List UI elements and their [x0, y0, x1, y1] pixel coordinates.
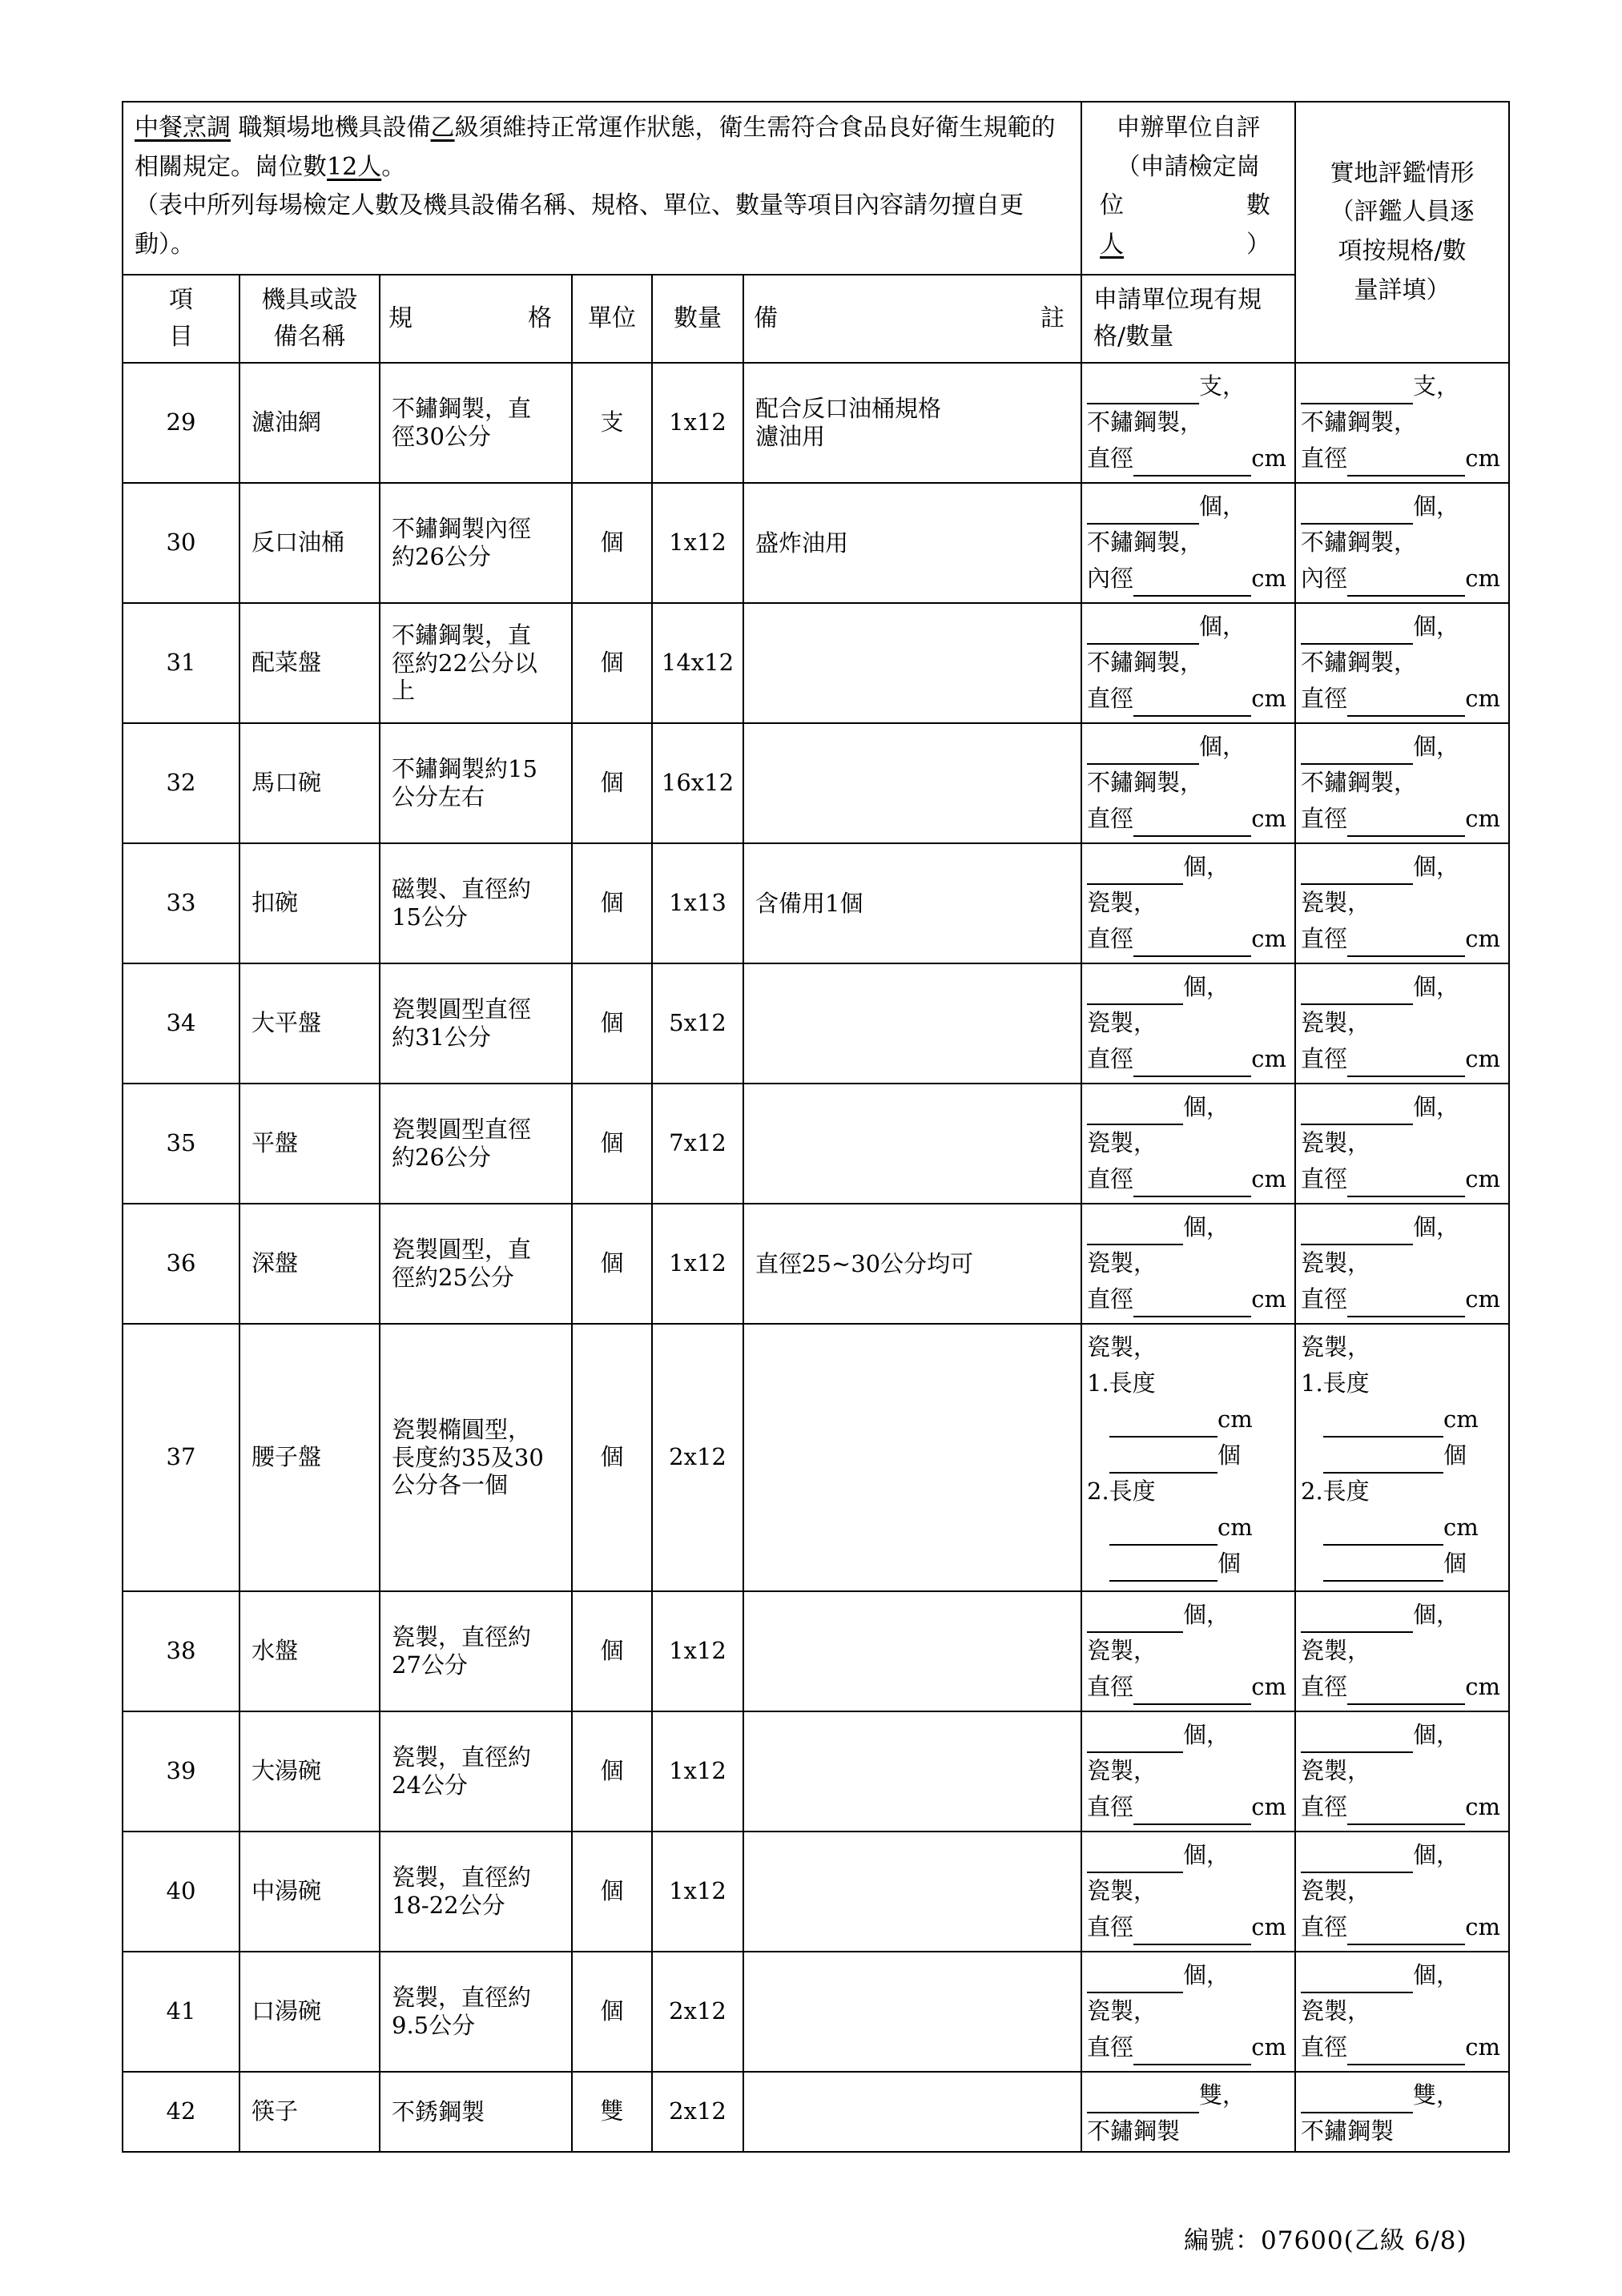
- self-fill[interactable]: 個， 不鏽鋼製， 內徑 cm: [1081, 483, 1295, 603]
- quantity: 1x12: [652, 1832, 743, 1952]
- equipment-name: 反口油桶: [239, 483, 380, 603]
- equipment-name: 腰子盤: [239, 1324, 380, 1591]
- remark: [743, 1591, 1081, 1711]
- site-fill[interactable]: 個， 瓷製， 直徑 cm: [1295, 1204, 1509, 1324]
- equipment-name: 扣碗: [239, 843, 380, 963]
- remark: [743, 603, 1081, 723]
- length-1-blank[interactable]: [1323, 1412, 1443, 1438]
- self-fill[interactable]: 雙， 不鏽鋼製: [1081, 2072, 1295, 2152]
- self-fill[interactable]: 個， 瓷製， 直徑 cm: [1081, 1952, 1295, 2072]
- dimension-blank[interactable]: [1133, 691, 1251, 717]
- unit: 個: [572, 1204, 652, 1324]
- table-row: [123, 1711, 1509, 1832]
- dimension-blank[interactable]: [1347, 691, 1465, 717]
- table-row: [123, 843, 1509, 963]
- remark: [743, 2072, 1081, 2152]
- site-fill[interactable]: 個， 瓷製， 直徑 cm: [1295, 1832, 1509, 1952]
- specification: 不鏽鋼製，直 徑約22公分以 上: [380, 603, 572, 723]
- table-row: [123, 483, 1509, 603]
- remark: [743, 723, 1081, 843]
- specification: 磁製、直徑約 15公分: [380, 843, 572, 963]
- dimension-blank[interactable]: [1133, 2040, 1251, 2065]
- remark: [743, 1832, 1081, 1952]
- quantity-blank[interactable]: [1087, 499, 1199, 525]
- self-fill[interactable]: 個， 瓷製， 直徑 cm: [1081, 1084, 1295, 1204]
- col-current-spec: 申請單位現有規 格/數量: [1081, 275, 1295, 363]
- quantity-blank[interactable]: [1301, 2088, 1413, 2113]
- specification: 瓷製圓型，直 徑約25公分: [380, 1204, 572, 1324]
- dimension-blank[interactable]: [1133, 811, 1251, 837]
- equipment-name: 馬口碗: [239, 723, 380, 843]
- dimension-blank[interactable]: [1347, 931, 1465, 957]
- quantity: 1x13: [652, 843, 743, 963]
- header-note: （表中所列每場檢定人數及機具設備名稱、規格、單位、數量等項目內容請勿擅自更動）。: [135, 191, 1024, 259]
- quantity-blank[interactable]: [1301, 1100, 1413, 1125]
- quantity: 2x12: [652, 2072, 743, 2152]
- self-evaluation-header: 申辦單位自評 （申請檢定崗 位 數 人 ）: [1081, 102, 1295, 275]
- specification: 瓷製，直徑約 27公分: [380, 1591, 572, 1711]
- dimension-blank[interactable]: [1347, 1679, 1465, 1705]
- self-fill[interactable]: 個， 瓷製， 直徑 cm: [1081, 1591, 1295, 1711]
- item-number: 35: [123, 1084, 239, 1204]
- table-row: [123, 363, 1509, 483]
- dimension-blank[interactable]: [1347, 1172, 1465, 1197]
- dimension-blank[interactable]: [1133, 1292, 1251, 1317]
- specification: 瓷製橢圓型， 長度約35及30 公分各一個: [380, 1324, 572, 1591]
- item-number: 32: [123, 723, 239, 843]
- quantity-blank[interactable]: [1087, 739, 1199, 765]
- count-1-blank[interactable]: [1109, 1448, 1218, 1474]
- remark: 配合反口油桶規格 濾油用: [743, 363, 1081, 483]
- remark: [743, 1952, 1081, 2072]
- self-fill[interactable]: 個， 瓷製， 直徑 cm: [1081, 1832, 1295, 1952]
- dimension-blank[interactable]: [1133, 1172, 1251, 1197]
- dimension-blank[interactable]: [1347, 811, 1465, 837]
- quantity: 2x12: [652, 1324, 743, 1591]
- col-name: 機具或設 備名稱: [239, 275, 380, 363]
- item-number: 41: [123, 1952, 239, 2072]
- quantity-blank[interactable]: [1301, 979, 1413, 1005]
- site-fill[interactable]: 個， 不鏽鋼製， 直徑 cm: [1295, 603, 1509, 723]
- unit: 個: [572, 1832, 652, 1952]
- quantity: 14x12: [652, 603, 743, 723]
- quantity-blank[interactable]: [1087, 859, 1183, 885]
- self-fill[interactable]: 個， 不鏽鋼製， 直徑 cm: [1081, 603, 1295, 723]
- equipment-name: 中湯碗: [239, 1832, 380, 1952]
- unit: 個: [572, 1591, 652, 1711]
- table-row: [123, 1084, 1509, 1204]
- table-row: [123, 1832, 1509, 1952]
- remark: [743, 1324, 1081, 1591]
- table-row: [123, 963, 1509, 1084]
- quantity: 1x12: [652, 1711, 743, 1832]
- unit: 個: [572, 603, 652, 723]
- form-code: 編號：07600(乙級 6/8): [1184, 2226, 1467, 2255]
- quantity-blank[interactable]: [1087, 619, 1199, 645]
- site-fill[interactable]: 個， 不鏽鋼製， 內徑 cm: [1295, 483, 1509, 603]
- quantity-blank[interactable]: [1301, 1607, 1413, 1633]
- unit: 個: [572, 963, 652, 1084]
- equipment-name: 大湯碗: [239, 1711, 380, 1832]
- site-fill[interactable]: 個， 瓷製， 直徑 cm: [1295, 1591, 1509, 1711]
- unit: 個: [572, 1084, 652, 1204]
- dimension-blank[interactable]: [1347, 1292, 1465, 1317]
- count-1-blank[interactable]: [1323, 1448, 1443, 1474]
- self-fill[interactable]: 個， 瓷製， 直徑 cm: [1081, 1204, 1295, 1324]
- positions-count: 12人: [327, 152, 382, 181]
- col-unit: 單位: [572, 275, 652, 363]
- quantity: 1x12: [652, 1204, 743, 1324]
- unit: 個: [572, 723, 652, 843]
- self-fill[interactable]: 個， 瓷製， 直徑 cm: [1081, 963, 1295, 1084]
- specification: 瓷製，直徑約 24公分: [380, 1711, 572, 1832]
- item-number: 36: [123, 1204, 239, 1324]
- dimension-blank[interactable]: [1347, 2040, 1465, 2065]
- site-fill[interactable]: 個， 不鏽鋼製， 直徑 cm: [1295, 723, 1509, 843]
- dimension-blank[interactable]: [1133, 1920, 1251, 1945]
- col-spec: 規 格: [380, 275, 572, 363]
- dimension-blank[interactable]: [1347, 1051, 1465, 1077]
- table-row: [123, 1324, 1509, 1591]
- quantity-blank[interactable]: [1301, 379, 1413, 404]
- header-row: [123, 102, 1509, 275]
- quantity-blank[interactable]: [1301, 739, 1413, 765]
- quantity-blank[interactable]: [1087, 1968, 1183, 1993]
- length-1-blank[interactable]: [1109, 1412, 1218, 1438]
- equipment-name: 濾油網: [239, 363, 380, 483]
- dimension-blank[interactable]: [1133, 451, 1251, 476]
- unit: 個: [572, 1952, 652, 2072]
- quantity: 16x12: [652, 723, 743, 843]
- dimension-blank[interactable]: [1133, 1051, 1251, 1077]
- quantity-blank[interactable]: [1087, 1607, 1183, 1633]
- quantity: 7x12: [652, 1084, 743, 1204]
- item-number: 40: [123, 1832, 239, 1952]
- equipment-name: 大平盤: [239, 963, 380, 1084]
- dimension-blank[interactable]: [1347, 1799, 1465, 1825]
- specification: 不鏽鋼製約15 公分左右: [380, 723, 572, 843]
- remark: 含備用1個: [743, 843, 1081, 963]
- equipment-name: 配菜盤: [239, 603, 380, 723]
- table-row: [123, 1952, 1509, 2072]
- dimension-blank[interactable]: [1133, 1679, 1251, 1705]
- quantity-blank[interactable]: [1087, 1848, 1183, 1873]
- table-row: [123, 1591, 1509, 1711]
- item-number: 31: [123, 603, 239, 723]
- item-number: 38: [123, 1591, 239, 1711]
- remark: 直徑25~30公分均可: [743, 1204, 1081, 1324]
- unit: 雙: [572, 2072, 652, 2152]
- quantity-blank[interactable]: [1087, 1727, 1183, 1753]
- quantity-blank[interactable]: [1087, 1220, 1183, 1245]
- unit: 個: [572, 483, 652, 603]
- quantity: 2x12: [652, 1952, 743, 2072]
- specification: 不鏽鋼製內徑 約26公分: [380, 483, 572, 603]
- quantity-blank[interactable]: [1301, 1848, 1413, 1873]
- unit: 支: [572, 363, 652, 483]
- specification: 不鏽鋼製，直 徑30公分: [380, 363, 572, 483]
- quantity-blank[interactable]: [1301, 859, 1413, 885]
- header-description: [123, 102, 1081, 275]
- equipment-name: 筷子: [239, 2072, 380, 2152]
- length-2-blank[interactable]: [1323, 1520, 1443, 1546]
- quantity: 5x12: [652, 963, 743, 1084]
- site-fill[interactable]: 瓷製， 1.長度 cm 個 2.長度 cm 個: [1295, 1324, 1509, 1591]
- item-number: 30: [123, 483, 239, 603]
- self-fill[interactable]: 個， 不鏽鋼製， 直徑 cm: [1081, 723, 1295, 843]
- item-number: 37: [123, 1324, 239, 1591]
- site-fill[interactable]: 個， 瓷製， 直徑 cm: [1295, 843, 1509, 963]
- specification: 瓷製圓型直徑 約26公分: [380, 1084, 572, 1204]
- col-qty: 數量: [652, 275, 743, 363]
- count-2-blank[interactable]: [1323, 1556, 1443, 1582]
- quantity-blank[interactable]: [1087, 2088, 1199, 2113]
- count-2-blank[interactable]: [1109, 1556, 1218, 1582]
- self-fill[interactable]: 個， 瓷製， 直徑 cm: [1081, 843, 1295, 963]
- col-note: 備 註: [743, 275, 1081, 363]
- remark: [743, 1711, 1081, 1832]
- item-number: 42: [123, 2072, 239, 2152]
- equipment-name: 深盤: [239, 1204, 380, 1324]
- site-fill[interactable]: 個， 瓷製， 直徑 cm: [1295, 963, 1509, 1084]
- site-fill[interactable]: 個， 瓷製， 直徑 cm: [1295, 1711, 1509, 1832]
- quantity: 1x12: [652, 1591, 743, 1711]
- remark: [743, 963, 1081, 1084]
- quantity-blank[interactable]: [1301, 1220, 1413, 1245]
- equipment-table: [122, 101, 1510, 2153]
- item-number: 29: [123, 363, 239, 483]
- dimension-blank[interactable]: [1347, 571, 1465, 597]
- quantity-blank[interactable]: [1087, 379, 1199, 404]
- dimension-blank[interactable]: [1347, 451, 1465, 476]
- equipment-name: 平盤: [239, 1084, 380, 1204]
- quantity: 1x12: [652, 483, 743, 603]
- unit: 個: [572, 1711, 652, 1832]
- table-row: [123, 2072, 1509, 2152]
- item-number: 34: [123, 963, 239, 1084]
- item-number: 39: [123, 1711, 239, 1832]
- self-fill[interactable]: 個， 瓷製， 直徑 cm: [1081, 1711, 1295, 1832]
- item-number: 33: [123, 843, 239, 963]
- applied-positions-blank: 人: [1100, 230, 1125, 259]
- header-title: 中餐烹調 職類場地機具設備乙級須維持正常運作狀態，衛生需符合食品良好衛生規範的相關規定。崗位數12人。: [135, 114, 1056, 181]
- length-2-blank[interactable]: [1109, 1520, 1218, 1546]
- quantity-blank[interactable]: [1087, 979, 1183, 1005]
- remark: [743, 1084, 1081, 1204]
- specification: 不銹鋼製: [380, 2072, 572, 2152]
- site-fill[interactable]: 個， 瓷製， 直徑 cm: [1295, 1952, 1509, 2072]
- specification: 瓷製，直徑約 18-22公分: [380, 1832, 572, 1952]
- quantity-blank[interactable]: [1301, 619, 1413, 645]
- unit: 個: [572, 843, 652, 963]
- unit: 個: [572, 1324, 652, 1591]
- dimension-blank[interactable]: [1133, 571, 1251, 597]
- table-row: [123, 1204, 1509, 1324]
- dimension-blank[interactable]: [1347, 1920, 1465, 1945]
- site-fill[interactable]: 雙， 不鏽鋼製: [1295, 2072, 1509, 2152]
- remark: 盛炸油用: [743, 483, 1081, 603]
- table-row: [123, 603, 1509, 723]
- site-fill[interactable]: 支， 不鏽鋼製， 直徑 cm: [1295, 363, 1509, 483]
- dimension-blank[interactable]: [1133, 931, 1251, 957]
- equipment-name: 水盤: [239, 1591, 380, 1711]
- quantity-blank[interactable]: [1301, 499, 1413, 525]
- self-fill[interactable]: 瓷製， 1.長度 cm 個 2.長度 cm 個: [1081, 1324, 1295, 1591]
- col-item: 項 目: [123, 275, 239, 363]
- table-row: [123, 723, 1509, 843]
- quantity-blank[interactable]: [1301, 1727, 1413, 1753]
- dimension-blank[interactable]: [1133, 1799, 1251, 1825]
- quantity: 1x12: [652, 363, 743, 483]
- self-fill[interactable]: 支， 不鏽鋼製， 直徑 cm: [1081, 363, 1295, 483]
- quantity-blank[interactable]: [1301, 1968, 1413, 1993]
- site-fill[interactable]: 個， 瓷製， 直徑 cm: [1295, 1084, 1509, 1204]
- equipment-name: 口湯碗: [239, 1952, 380, 2072]
- specification: 瓷製，直徑約 9.5公分: [380, 1952, 572, 2072]
- quantity-blank[interactable]: [1087, 1100, 1183, 1125]
- site-evaluation-header: 實地評鑑情形 （評鑑人員逐 項按規格/數 量詳填）: [1295, 102, 1509, 363]
- specification: 瓷製圓型直徑 約31公分: [380, 963, 572, 1084]
